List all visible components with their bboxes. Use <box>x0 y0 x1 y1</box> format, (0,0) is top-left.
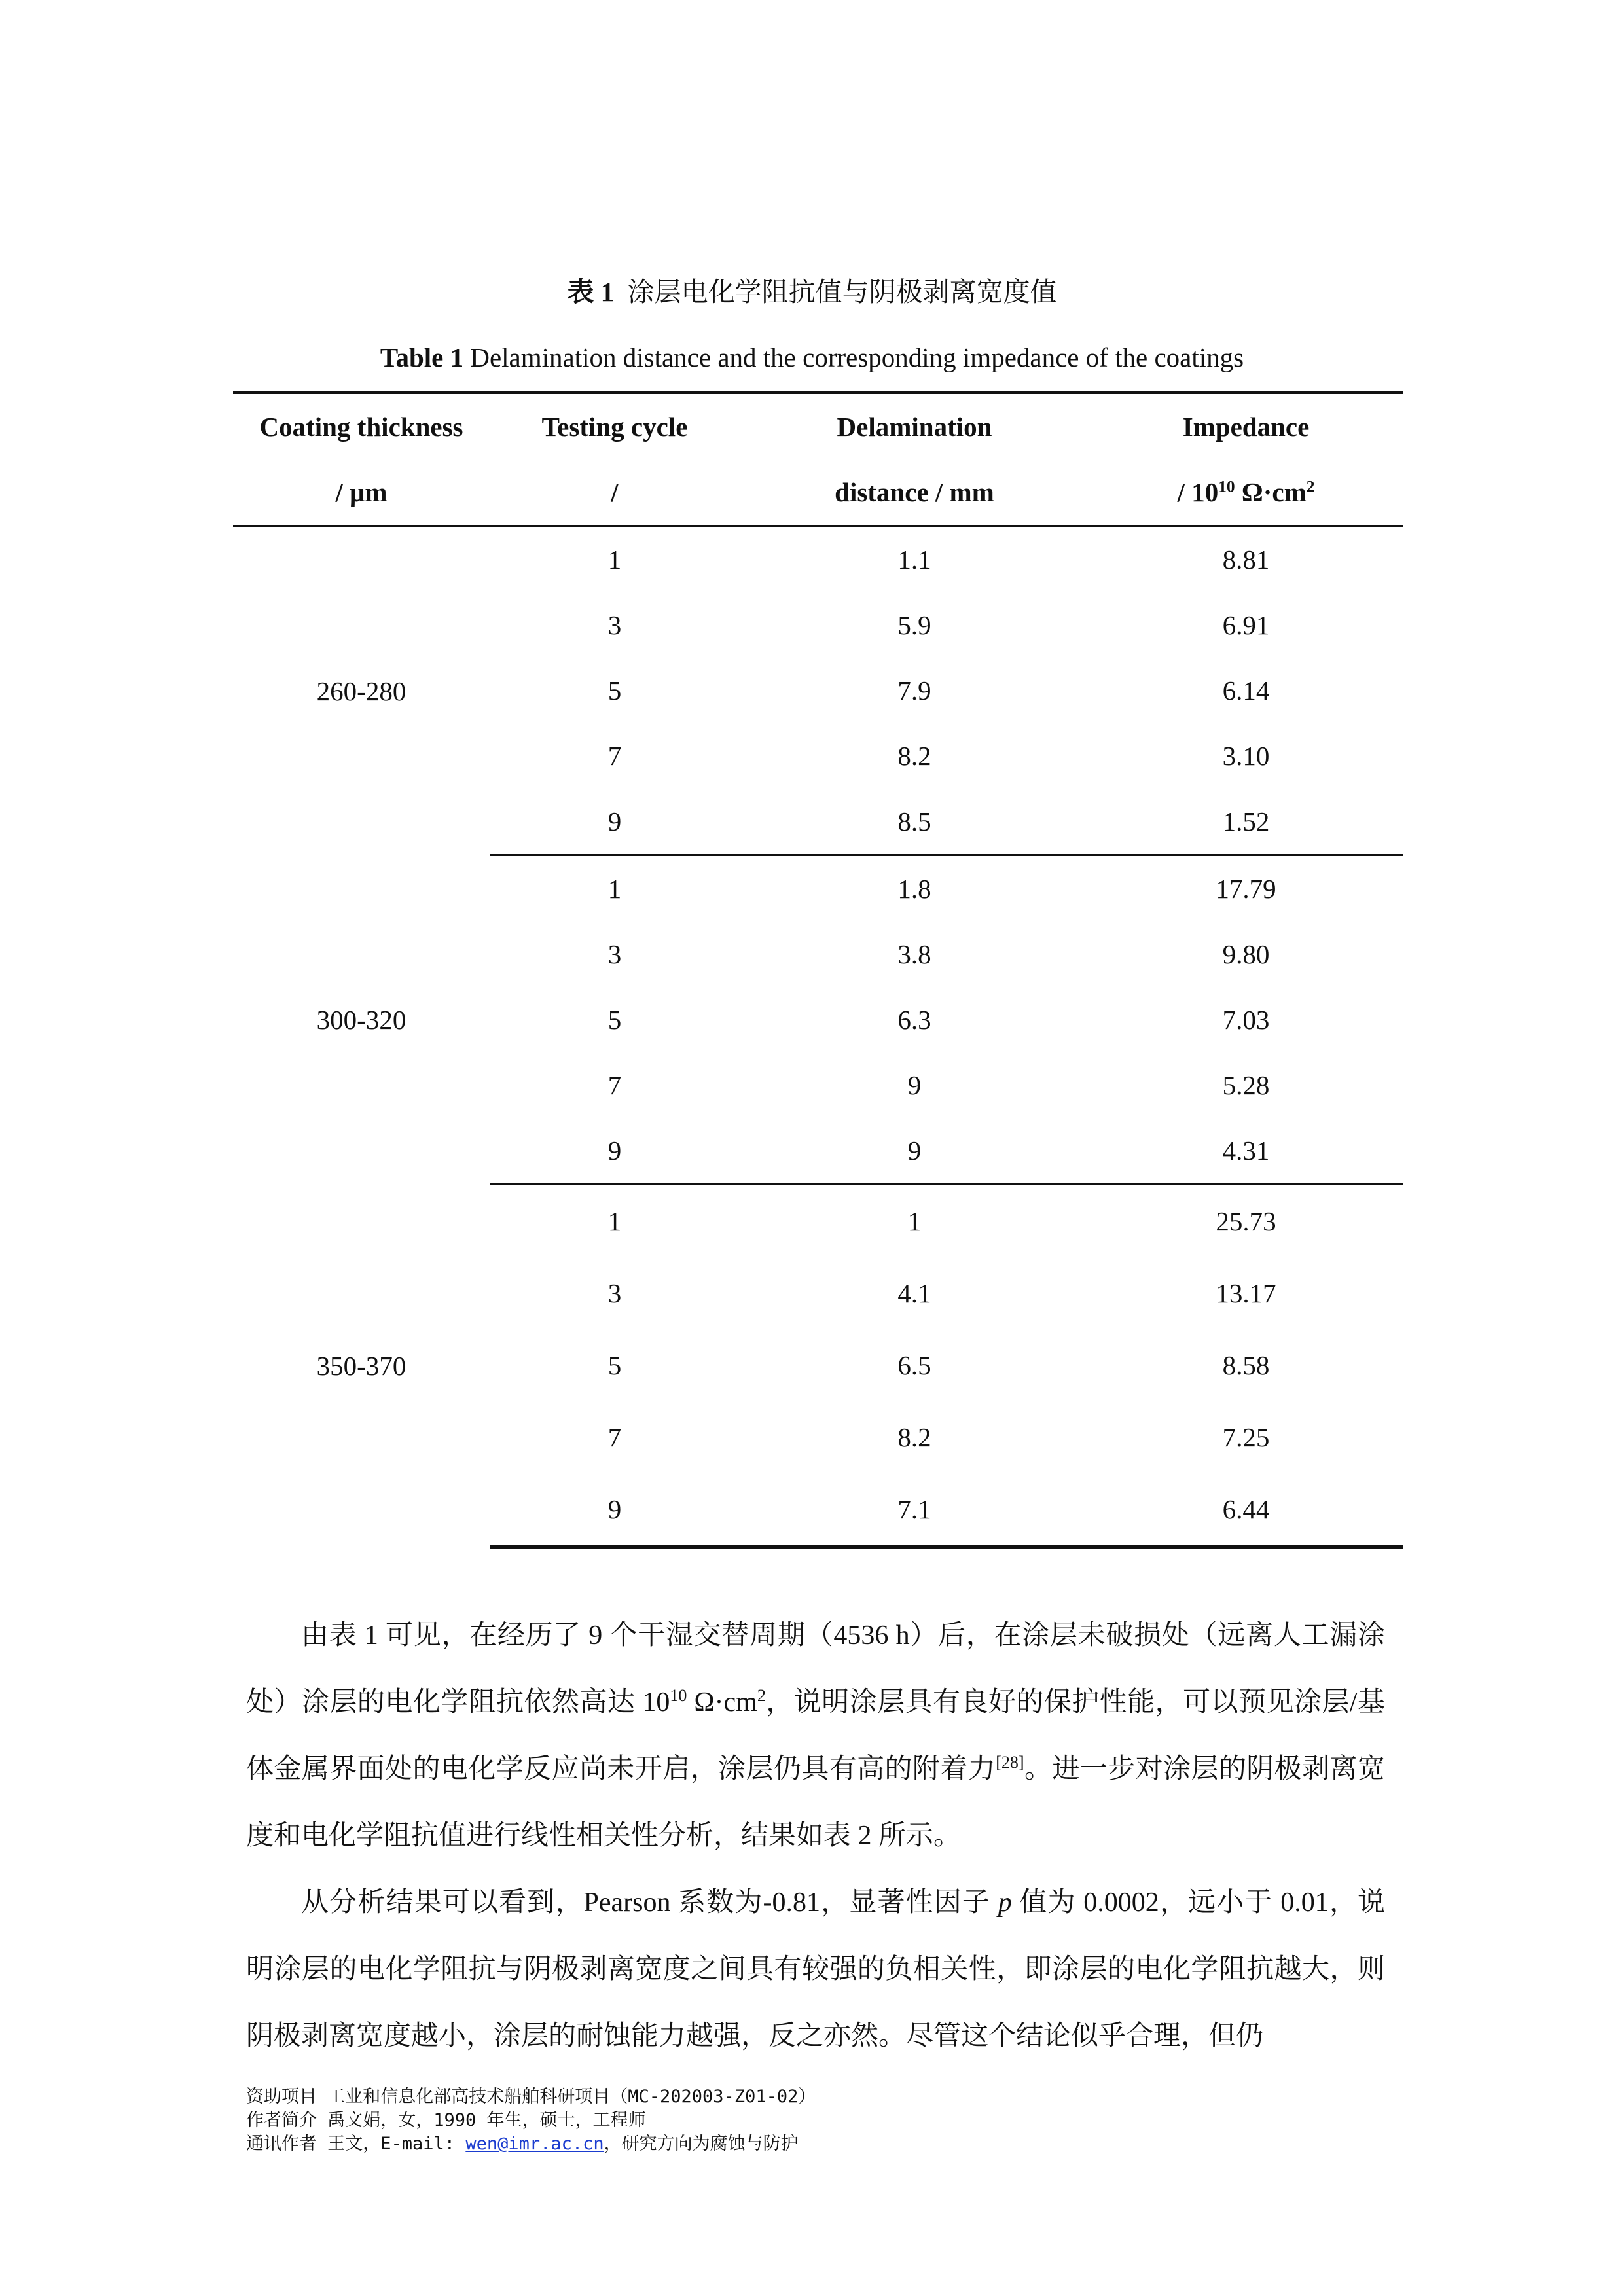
cycle-cell: 5 <box>607 675 622 706</box>
distance-cell: 4.1 <box>897 1278 931 1308</box>
body-paragraph-1 <box>246 1602 1385 1869</box>
impedance-cell: 17.79 <box>1216 874 1276 904</box>
header-row-1 <box>233 393 1403 460</box>
distance-cell: 3.8 <box>897 939 931 969</box>
thickness-cell: 260-280 <box>316 675 406 706</box>
data-table-wrapper <box>233 391 1403 1549</box>
paragraph-1-text <box>246 1602 1385 1869</box>
p1-segment-1: 由表 1 可见，在经历了 9 个干湿交替周期（4536 h）后，在涂层未破损处（远离人工漏涂处）涂层的电化学阻抗依然高达 10 <box>246 1621 1385 1717</box>
header-cycle-unit: / <box>490 459 740 526</box>
contact-suffix: ，研究方向为腐蚀与防护 <box>604 2134 799 2154</box>
header-row-2 <box>233 459 1403 526</box>
p1-unit: Ω·cm <box>687 1687 757 1717</box>
p2-segment-2: 值为 0.0002，远小于 0.01，说明涂层的电化学阻抗与阴极剥离宽度之间具有较强的负相关性，即涂层的电化学阻抗越大，则阴极剥离宽度越小，涂层的耐蚀能力越强，反之亦然。尽管这个结论似乎合理，但仍 <box>246 1888 1385 2051</box>
impedance-cell: 3.10 <box>1222 741 1270 771</box>
email-link[interactable]: wen@imr.ac.cn <box>465 2134 604 2154</box>
cycle-cell: 7 <box>607 741 622 771</box>
table-group <box>233 526 1403 855</box>
table-group <box>233 855 1403 1185</box>
header-distance-unit: distance / mm <box>740 459 1089 526</box>
impedance-cell: 5.28 <box>1222 1070 1270 1100</box>
footnote-funding: 资助项目 工业和信息化部高技术船舶科研项目（MC-202003-Z01-02） <box>246 2087 816 2107</box>
header-thickness: Coating thickness <box>233 393 490 460</box>
distance-cell: 7.9 <box>897 675 931 706</box>
table-title-en: Delamination distance and the corresponding impedance of the coatings <box>470 342 1244 372</box>
footnote-author: 作者简介 禹文娟，女，1990 年生，硕士，工程师 <box>246 2110 646 2130</box>
footnotes <box>246 2085 1385 2156</box>
thickness-cell: 350-370 <box>316 1350 406 1381</box>
table-row <box>233 526 1403 593</box>
contact-prefix: 通讯作者 王文，E-mail: <box>246 2134 466 2154</box>
header-impedance-unit <box>1089 459 1403 526</box>
distance-cell: 6.3 <box>897 1005 931 1035</box>
distance-cell: 8.2 <box>897 1422 931 1452</box>
cycle-cell: 1 <box>607 874 622 904</box>
impedance-cell: 8.58 <box>1222 1350 1270 1380</box>
table-caption-english <box>0 339 1624 376</box>
impedance-cell: 9.80 <box>1222 939 1270 969</box>
p1-segment-2: ，说明涂层具有良好的保护性能，可以预见涂层/基体金属界面处的电化学反应尚未开启，涂层仍具有高的附着力 <box>246 1687 1385 1784</box>
table-header <box>233 393 1403 526</box>
cycle-cell: 9 <box>490 789 740 855</box>
cycle-cell: 7 <box>607 1422 622 1452</box>
cycle-cell: 3 <box>607 1278 622 1308</box>
impedance-cell: 4.31 <box>1089 1118 1403 1185</box>
cycle-cell: 1 <box>607 545 622 575</box>
cycle-cell: 5 <box>607 1005 622 1035</box>
table-row <box>233 855 1403 922</box>
table-title-cn: 涂层电化学阻抗值与阴极剥离宽度值 <box>627 277 1057 307</box>
p1-segment-3: 。进一步对涂层的阴极剥离宽度和电化学阻抗值进行线性相关性分析，结果如表 2 所示。 <box>246 1754 1385 1851</box>
delamination-impedance-table <box>233 391 1403 1549</box>
impedance-cell: 8.81 <box>1222 545 1270 575</box>
distance-cell: 6.5 <box>897 1350 931 1380</box>
cycle-cell: 5 <box>607 1350 622 1380</box>
impedance-unit-exponent: 10 <box>1218 477 1235 496</box>
header-thickness-unit: / μm <box>233 459 490 526</box>
table-group <box>233 1185 1403 1547</box>
cycle-cell: 9 <box>490 1118 740 1185</box>
table-label-en: Table 1 <box>380 342 464 372</box>
distance-cell: 1.1 <box>897 545 931 575</box>
impedance-cell: 7.03 <box>1222 1005 1270 1035</box>
impedance-unit-symbol: Ω·cm <box>1235 477 1307 507</box>
impedance-cell: 6.44 <box>1089 1473 1403 1547</box>
impedance-cell: 25.73 <box>1216 1206 1276 1236</box>
distance-cell: 7.1 <box>740 1473 1089 1547</box>
distance-cell: 8.2 <box>897 741 931 771</box>
impedance-cell: 6.14 <box>1222 675 1270 706</box>
cycle-cell: 1 <box>607 1206 622 1236</box>
distance-cell: 1.8 <box>897 874 931 904</box>
cycle-cell: 3 <box>607 939 622 969</box>
impedance-unit-area-exponent: 2 <box>1306 477 1315 496</box>
header-impedance: Impedance <box>1089 393 1403 460</box>
cycle-cell: 3 <box>607 610 622 640</box>
p1-citation: [28] <box>996 1753 1024 1772</box>
p2-segment-1: 从分析结果可以看到，Pearson 系数为-0.81，显著性因子 <box>301 1888 998 1918</box>
impedance-unit-base: / 10 <box>1177 477 1219 507</box>
paragraph-2-text <box>246 1869 1385 2070</box>
header-cycle: Testing cycle <box>490 393 740 460</box>
distance-cell: 8.5 <box>740 789 1089 855</box>
impedance-cell: 13.17 <box>1216 1278 1276 1308</box>
distance-cell: 5.9 <box>897 610 931 640</box>
distance-cell: 1 <box>907 1206 922 1236</box>
impedance-cell: 1.52 <box>1089 789 1403 855</box>
table-caption-chinese <box>0 274 1624 310</box>
thickness-cell: 300-320 <box>316 1005 406 1035</box>
table-row <box>233 1185 1403 1258</box>
table-label-cn: 表 1 <box>567 277 615 307</box>
cycle-cell: 9 <box>490 1473 740 1547</box>
distance-cell: 9 <box>907 1070 922 1100</box>
footnote-contact <box>246 2132 1385 2156</box>
impedance-cell: 6.91 <box>1222 610 1270 640</box>
header-distance: Delamination <box>740 393 1089 460</box>
p2-p-symbol: p <box>998 1888 1012 1918</box>
distance-cell: 9 <box>740 1118 1089 1185</box>
impedance-cell: 7.25 <box>1222 1422 1270 1452</box>
cycle-cell: 7 <box>607 1070 622 1100</box>
p1-area-exponent: 2 <box>757 1686 766 1705</box>
body-paragraph-2 <box>246 1869 1385 2070</box>
p1-exponent: 10 <box>670 1686 687 1705</box>
